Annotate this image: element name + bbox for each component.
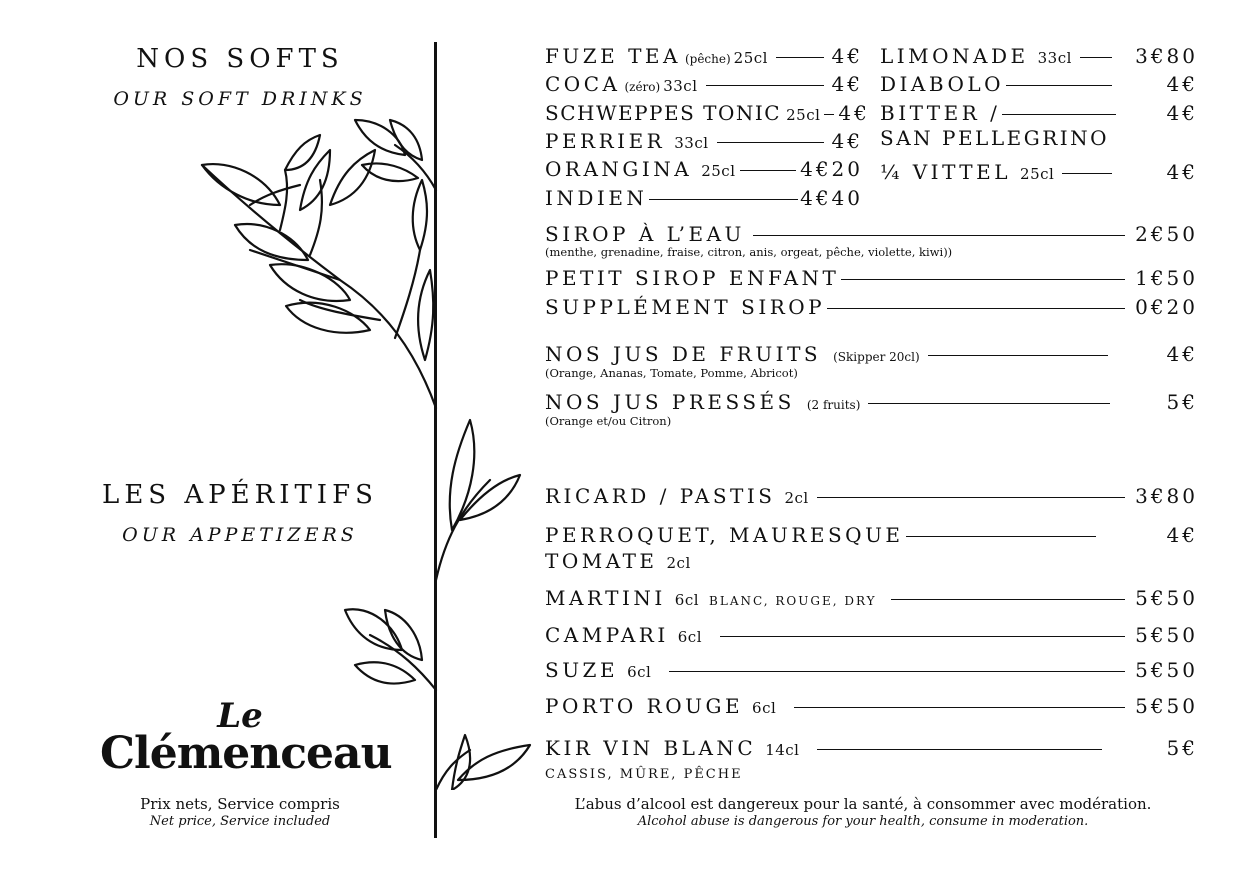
leader-line — [649, 199, 798, 200]
alcohol-warning-en: Alcohol abuse is dangerous for your health, consume in moderation. — [637, 814, 1089, 829]
list-item: ORANGINA 25cl 4€20 — [545, 157, 863, 181]
list-item: LIMONADE 33cl 3€80 — [880, 44, 1198, 68]
list-item: MARTINI 6cl BLANC, ROUGE, DRY 5€50 — [545, 586, 1198, 610]
list-item: PERRIER 33cl 4€ — [545, 129, 863, 153]
leader-line — [740, 170, 797, 171]
list-item: PERROQUET, MAURESQUE 4€ — [545, 523, 1198, 547]
list-item: SIROP À L’EAU 2€50 — [545, 222, 1198, 246]
list-item: BITTER / 4€ — [880, 101, 1198, 125]
list-item: NOS JUS PRESSÉS (2 fruits) 5€ — [545, 390, 1198, 414]
aperitifs-subtitle: OUR APPETIZERS — [122, 524, 358, 546]
leader-line — [1006, 85, 1112, 86]
presses-flavours: (Orange et/ou Citron) — [545, 414, 672, 428]
leader-line — [1080, 57, 1112, 58]
list-item: INDIEN 4€40 — [545, 186, 863, 210]
leader-line — [717, 142, 824, 143]
leader-line — [868, 403, 1110, 404]
aperitifs-title: LES APÉRITIFS — [102, 480, 378, 510]
logo-name: Clémenceau — [100, 728, 392, 779]
list-item: SUZE 6cl 5€50 — [545, 658, 1198, 682]
leader-line — [817, 749, 1102, 750]
list-item: KIR VIN BLANC 14cl 5€ — [545, 736, 1198, 760]
list-item: SUPPLÉMENT SIROP 0€20 — [545, 295, 1198, 319]
list-item: DIABOLO 4€ — [880, 72, 1198, 96]
list-item-continuation: TOMATE 2cl — [545, 549, 691, 573]
softs-subtitle: OUR SOFT DRINKS — [113, 88, 367, 110]
leaf-branch-icon — [190, 110, 540, 790]
list-item: CAMPARI 6cl 5€50 — [545, 623, 1198, 647]
leader-line — [794, 707, 1125, 708]
list-item: ¼ VITTEL 25cl 4€ — [880, 160, 1198, 184]
alcohol-warning: L’abus d’alcool est dangereux pour la santé, à consommer avec modération. — [574, 795, 1152, 813]
jus-flavours: (Orange, Ananas, Tomate, Pomme, Abricot) — [545, 366, 798, 380]
list-item: NOS JUS DE FRUITS (Skipper 20cl) 4€ — [545, 342, 1198, 366]
leader-line — [753, 235, 1125, 236]
list-item: PORTO ROUGE 6cl 5€50 — [545, 694, 1198, 718]
leader-line — [706, 85, 824, 86]
list-item: RICARD / PASTIS 2cl 3€80 — [545, 484, 1198, 508]
leader-line — [824, 114, 834, 115]
list-item: COCA (zéro) 33cl 4€ — [545, 72, 863, 96]
leader-line — [841, 279, 1125, 280]
leader-line — [669, 671, 1125, 672]
list-item-continuation: SAN PELLEGRINO — [880, 126, 1110, 150]
softs-title: NOS SOFTS — [136, 44, 344, 74]
leader-line — [776, 57, 824, 58]
leader-line — [1002, 114, 1116, 115]
kir-flavours: CASSIS, MÛRE, PÊCHE — [545, 767, 743, 782]
leader-line — [720, 636, 1125, 637]
leader-line — [827, 308, 1125, 309]
leader-line — [891, 599, 1126, 600]
leader-line — [928, 355, 1108, 356]
sirop-flavours: (menthe, grenadine, fraise, citron, anis, orgeat, pêche, violette, kiwi)) — [545, 245, 953, 259]
list-item: FUZE TEA (pêche) 25cl 4€ — [545, 44, 863, 68]
logo-line1: Le — [217, 696, 263, 736]
leader-line — [1062, 173, 1112, 174]
list-item: SCHWEPPES TONIC 25cl 4€ — [545, 101, 870, 125]
leader-line — [906, 536, 1096, 537]
list-item: PETIT SIROP ENFANT 1€50 — [545, 266, 1198, 290]
prices-note-en: Net price, Service included — [149, 814, 331, 829]
prices-note: Prix nets, Service compris — [140, 795, 340, 813]
leader-line — [817, 497, 1125, 498]
